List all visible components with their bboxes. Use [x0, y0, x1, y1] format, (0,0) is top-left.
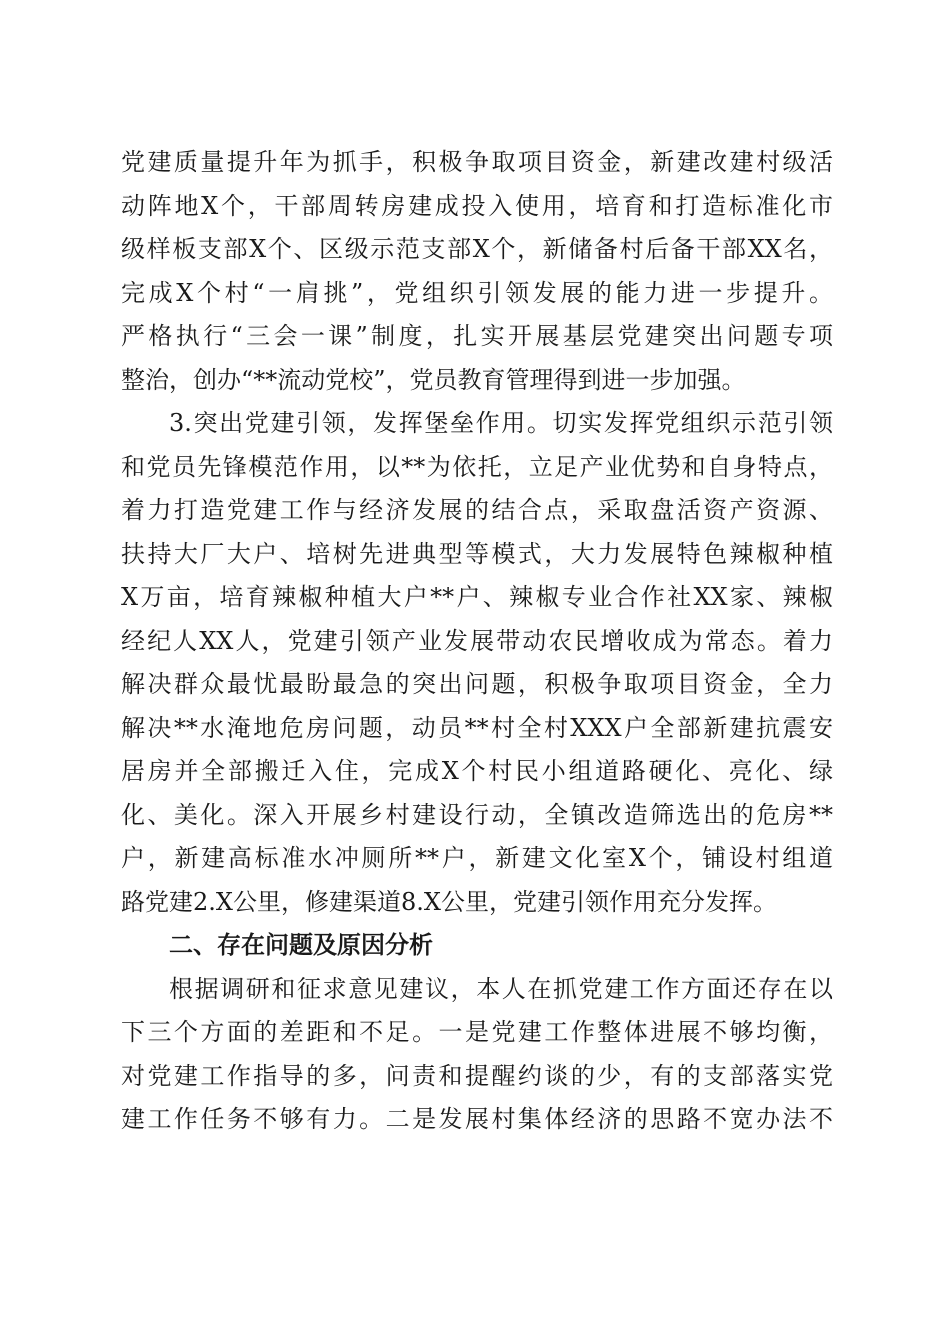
text-line: 完成X个村“一肩挑”，党组织引领发展的能力进一步提升。 — [121, 278, 833, 307]
paragraph-2 — [121, 402, 833, 924]
paragraph-3 — [121, 968, 833, 1142]
text-line: 党建质量提升年为抓手，积极争取项目资金，新建改建村级活 — [121, 148, 833, 176]
section-heading: 二、存在问题及原因分析 — [169, 931, 433, 959]
text-line: 和党员先锋模范作用，以**为依托，立足产业优势和自身特点， — [121, 452, 833, 481]
paragraph-1 — [121, 141, 833, 402]
text-line: 着力打造党建工作与经济发展的结合点，采取盘活资产资源、 — [121, 496, 833, 524]
text-line: 根据调研和征求意见建议，本人在抓党建工作方面还存在以 — [169, 974, 833, 1003]
text-line: 建工作任务不够有力。二是发展村集体经济的思路不宽办法不 — [121, 1105, 833, 1133]
text-line: 下三个方面的差距和不足。一是党建工作整体进展不够均衡， — [121, 1018, 833, 1046]
text-line: 户，新建高标准水冲厕所**户，新建文化室X个，铺设村组道 — [121, 844, 833, 872]
text-line: 严格执行“三会一课”制度，扎实开展基层党建突出问题专项 — [121, 322, 833, 350]
text-line: 级样板支部X个、区级示范支部X个，新储备村后备干部XX名， — [121, 235, 833, 263]
text-line: 3.突出党建引领，发挥堡垒作用。切实发挥党组织示范引领 — [169, 409, 833, 437]
document-page — [121, 141, 833, 1142]
text-line: 化、美化。深入开展乡村建设行动，全镇改造筛选出的危房** — [121, 800, 833, 829]
text-line: 动阵地X个，干部周转房建成投入使用，培育和打造标准化市 — [121, 191, 833, 220]
text-line: 扶持大厂大户、培树先进典型等模式，大力发展特色辣椒种植 — [121, 539, 833, 568]
text-line: 路党建2.X公里，修建渠道8.X公里，党建引领作用充分发挥。 — [121, 887, 777, 916]
text-line: 经纪人XX人，党建引领产业发展带动农民增收成为常态。着力 — [121, 626, 833, 655]
text-line: X万亩，培育辣椒种植大户**户、辣椒专业合作社XX家、辣椒 — [121, 583, 833, 611]
text-line: 居房并全部搬迁入住，完成X个村民小组道路硬化、亮化、绿 — [121, 757, 833, 785]
text-line: 解决群众最忧最盼最急的突出问题，积极争取项目资金，全力 — [121, 670, 833, 698]
text-line: 整治，创办“**流动党校”，党员教育管理得到进一步加强。 — [121, 365, 746, 394]
text-line: 解决**水淹地危房问题，动员**村全村XXX户全部新建抗震安 — [121, 713, 833, 742]
text-line: 对党建工作指导的多，问责和提醒约谈的少，有的支部落实党 — [121, 1061, 833, 1090]
